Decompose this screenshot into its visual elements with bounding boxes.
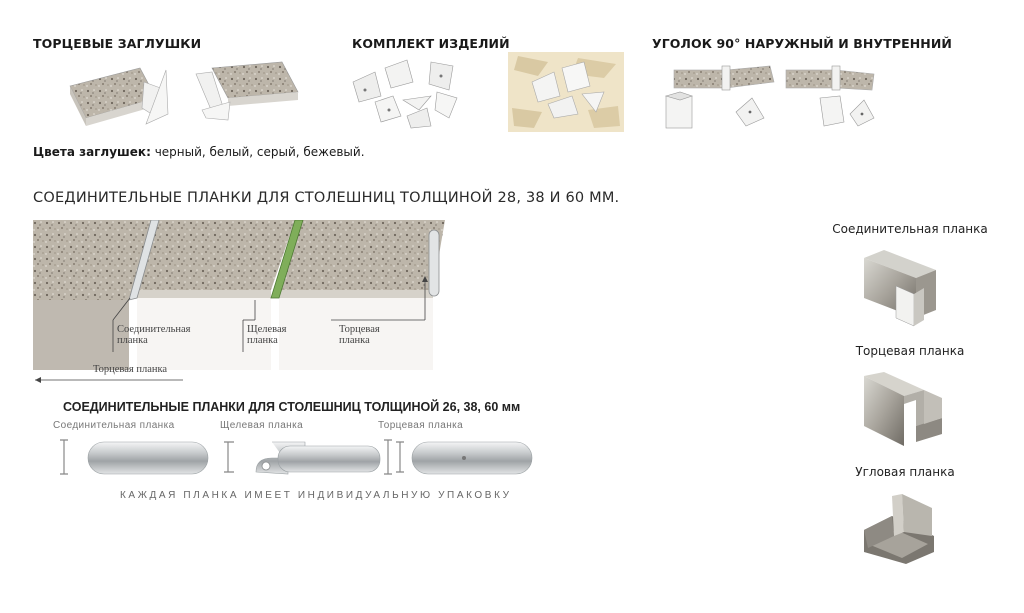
side-label-corner: Угловая планка: [855, 465, 955, 479]
diagram-label-slot: Щелевая планка: [247, 324, 287, 346]
strips-title: СОЕДИНИТЕЛЬНЫЕ ПЛАНКИ ДЛЯ СТОЛЕШНИЦ ТОЛЩИНОЙ 28, 38 И 60 ММ.: [33, 190, 620, 206]
kit-parts-image: [345, 52, 465, 132]
profile-label-end: Торцевая планка: [378, 420, 464, 431]
side-image-end: [862, 370, 946, 450]
side-image-corner: [862, 492, 936, 566]
corner-header: УГОЛОК 90° НАРУЖНЫЙ И ВНУТРЕННИЙ: [652, 36, 952, 51]
diagram-label-connecting: Соединительная планка: [117, 324, 191, 346]
cap-colors-label: Цвета заглушек:: [33, 145, 151, 159]
cap-colors-values: черный, белый, серый, бежевый.: [150, 145, 365, 159]
countertop-diagram: [33, 220, 445, 384]
profiles-image: [50, 432, 535, 482]
side-label-end: Торцевая планка: [855, 344, 965, 358]
end-caps-image: [62, 52, 307, 132]
kit-header: КОМПЛЕКТ ИЗДЕЛИЙ: [352, 36, 510, 51]
profile-label-connecting: Соединительная планка: [53, 420, 175, 431]
profile-label-slot: Щелевая планка: [220, 420, 304, 431]
diagram-label-end-bottom: Торцевая планка: [93, 364, 168, 375]
side-image-connecting: [862, 248, 938, 330]
cap-colors: [33, 145, 365, 159]
diagram-label-end: Торцевая планка: [339, 324, 380, 346]
packaging-note: КАЖДАЯ ПЛАНКА ИМЕЕТ ИНДИВИДУАЛЬНУЮ УПАКОВКУ: [120, 490, 512, 501]
side-label-connecting: Соединительная планка: [832, 222, 988, 236]
profiles-title: СОЕДИНИТЕЛЬНЫЕ ПЛАНКИ ДЛЯ СТОЛЕШНИЦ ТОЛЩИНОЙ 26, 38, 60 мм: [63, 400, 521, 414]
end-caps-header: ТОРЦЕВЫЕ ЗАГЛУШКИ: [33, 36, 202, 51]
kit-packaged-image: [508, 52, 624, 132]
corner-image: [660, 52, 885, 137]
